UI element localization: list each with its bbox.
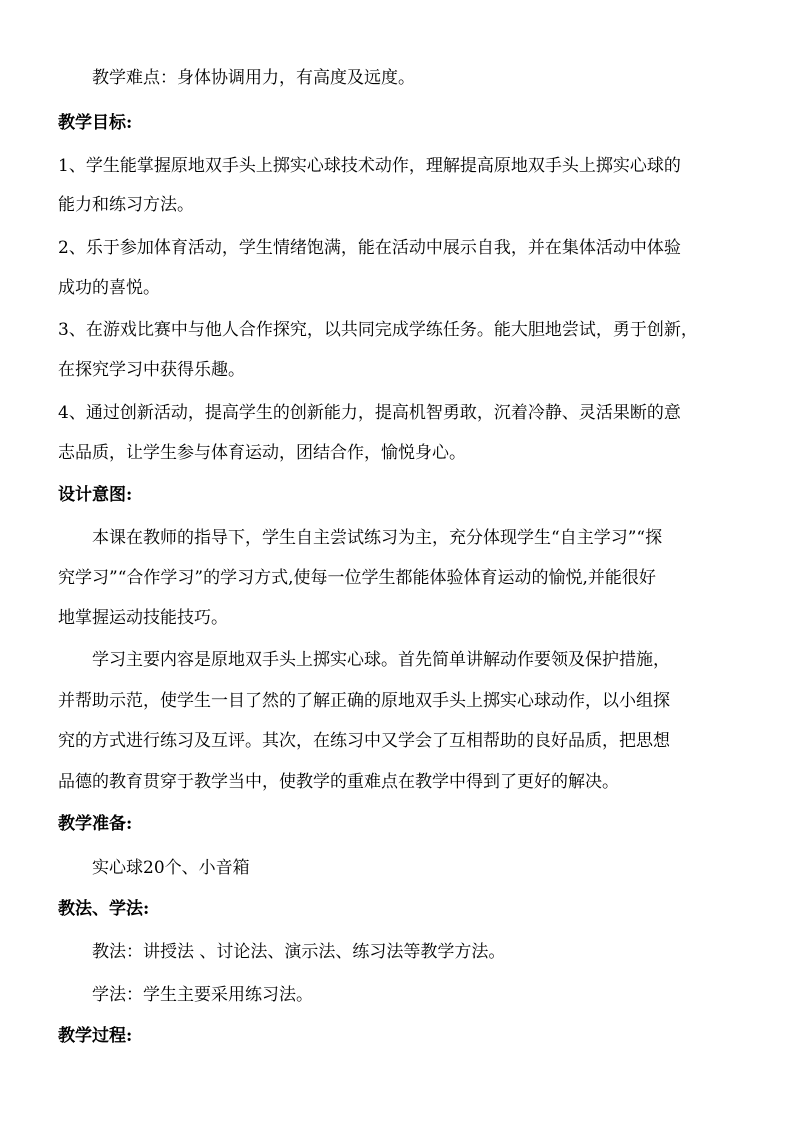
- goal-3-line-1: 3、在游戏比赛中与他人合作探究，以共同完成学练任务。能大胆地尝试，勇于创新，: [58, 320, 698, 340]
- goal-1-line-2: 能力和练习方法。: [58, 195, 194, 215]
- learning-method: 学法：学生主要采用练习法。: [92, 985, 313, 1005]
- design-p2-line-3: 究的方式进行练习及互评。其次，在练习中又学会了互相帮助的良好品质，把思想: [58, 731, 670, 751]
- methods-heading: 教法、学法:: [58, 899, 150, 919]
- design-heading: 设计意图:: [58, 485, 133, 505]
- process-heading: 教学过程:: [58, 1026, 133, 1046]
- prep-text: 实心球20个、小音箱: [92, 858, 250, 878]
- goal-4-line-2: 志品质，让学生参与体育运动，团结合作，愉悦身心。: [58, 443, 466, 463]
- design-p1-line-2: 究学习”“合作学习”的学习方式,使每一位学生都能体验体育运动的愉悦,并能很好: [58, 568, 656, 588]
- goal-3-line-2: 在探究学习中获得乐趣。: [58, 360, 245, 380]
- goal-2-line-2: 成功的喜悦。: [58, 278, 160, 298]
- design-p2-line-4: 品德的教育贯穿于教学当中，使教学的重难点在教学中得到了更好的解决。: [58, 772, 619, 792]
- goals-heading: 教学目标:: [58, 113, 133, 133]
- design-p2-line-1: 学习主要内容是原地双手头上掷实心球。首先简单讲解动作要领及保护措施，: [92, 650, 670, 670]
- goal-1-line-1: 1、学生能掌握原地双手头上掷实心球技术动作，理解提高原地双手头上掷实心球的: [58, 156, 681, 176]
- design-p1-line-1: 本课在教师的指导下，学生自主尝试练习为主，充分体现学生“自主学习”“探: [92, 528, 663, 548]
- teaching-difficulty: 教学难点：身体协调用力，有高度及远度。: [92, 68, 415, 88]
- goal-2-line-1: 2、乐于参加体育活动，学生情绪饱满，能在活动中展示自我，并在集体活动中体验: [58, 238, 681, 258]
- goal-4-line-1: 4、通过创新活动，提高学生的创新能力，提高机智勇敢，沉着冷静、灵活果断的意: [58, 403, 681, 423]
- prep-heading: 教学准备:: [58, 814, 133, 834]
- design-p1-line-3: 地掌握运动技能技巧。: [58, 608, 228, 628]
- teaching-method: 教法：讲授法 、讨论法、演示法、练习法等教学方法。: [92, 942, 506, 962]
- design-p2-line-2: 并帮助示范，使学生一目了然的了解正确的原地双手头上掷实心球动作，以小组探: [58, 691, 670, 711]
